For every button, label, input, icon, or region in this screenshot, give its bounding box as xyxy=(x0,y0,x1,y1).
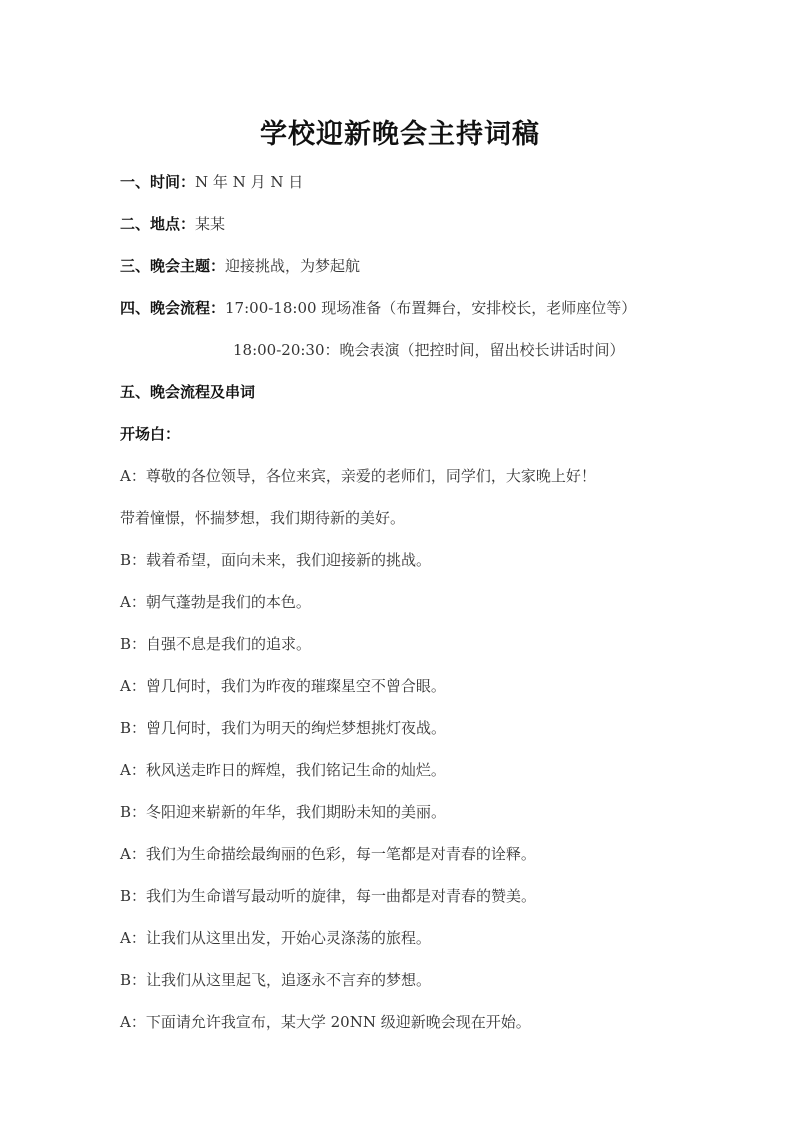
schedule-continuation: 18:00-20:30：晚会表演（把控时间，留出校长讲话时间） xyxy=(233,341,625,359)
info-location xyxy=(120,214,225,234)
script-line: A：朝气蓬勃是我们的本色。 xyxy=(120,593,311,611)
section-five-heading: 五、晚会流程及串词 xyxy=(120,383,256,401)
script-line: B：自强不息是我们的追求。 xyxy=(120,635,312,653)
script-line: A：我们为生命描绘最绚丽的色彩，每一笔都是对青春的诠释。 xyxy=(120,845,536,863)
script-line: 带着憧憬，怀揣梦想，我们期待新的美好。 xyxy=(120,509,406,527)
info-theme-label: 三、晚会主题： xyxy=(120,257,226,275)
script-line: A：曾几何时，我们为昨夜的璀璨星空不曾合眼。 xyxy=(120,677,446,695)
script-line: A：让我们从这里出发，开始心灵涤荡的旅程。 xyxy=(120,929,431,947)
script-line: A：下面请允许我宣布，某大学 20NN 级迎新晚会现在开始。 xyxy=(120,1013,531,1031)
info-theme-value: 迎接挑战，为梦起航 xyxy=(225,257,361,275)
info-time-value: N 年 N 月 N 日 xyxy=(195,173,304,191)
info-schedule-label: 四、晚会流程： xyxy=(120,299,226,317)
opening-label: 开场白： xyxy=(120,425,181,443)
info-location-value: 某某 xyxy=(195,215,226,233)
script-line: B：冬阳迎来崭新的年华，我们期盼未知的美丽。 xyxy=(120,803,447,821)
script-line: A：尊敬的各位领导，各位来宾，亲爱的老师们，同学们，大家晚上好！ xyxy=(120,467,596,485)
info-time-label: 一、时间： xyxy=(120,173,196,191)
info-schedule-value: 17:00-18:00 现场准备（布置舞台，安排校长，老师座位等） xyxy=(225,299,637,317)
script-line: A：秋风送走昨日的辉煌，我们铭记生命的灿烂。 xyxy=(120,761,446,779)
info-time xyxy=(120,172,303,192)
info-location-label: 二、地点： xyxy=(120,215,196,233)
script-line: B：载着希望，面向未来，我们迎接新的挑战。 xyxy=(120,551,432,569)
info-schedule xyxy=(120,298,636,318)
script-line: B：让我们从这里起飞，追逐永不言弃的梦想。 xyxy=(120,971,432,989)
document-title: 学校迎新晚会主持词稿 xyxy=(260,119,540,150)
script-line: B：曾几何时，我们为明天的绚烂梦想挑灯夜战。 xyxy=(120,719,447,737)
script-line: B：我们为生命谱写最动听的旋律，每一曲都是对青春的赞美。 xyxy=(120,887,537,905)
info-theme xyxy=(120,256,360,276)
